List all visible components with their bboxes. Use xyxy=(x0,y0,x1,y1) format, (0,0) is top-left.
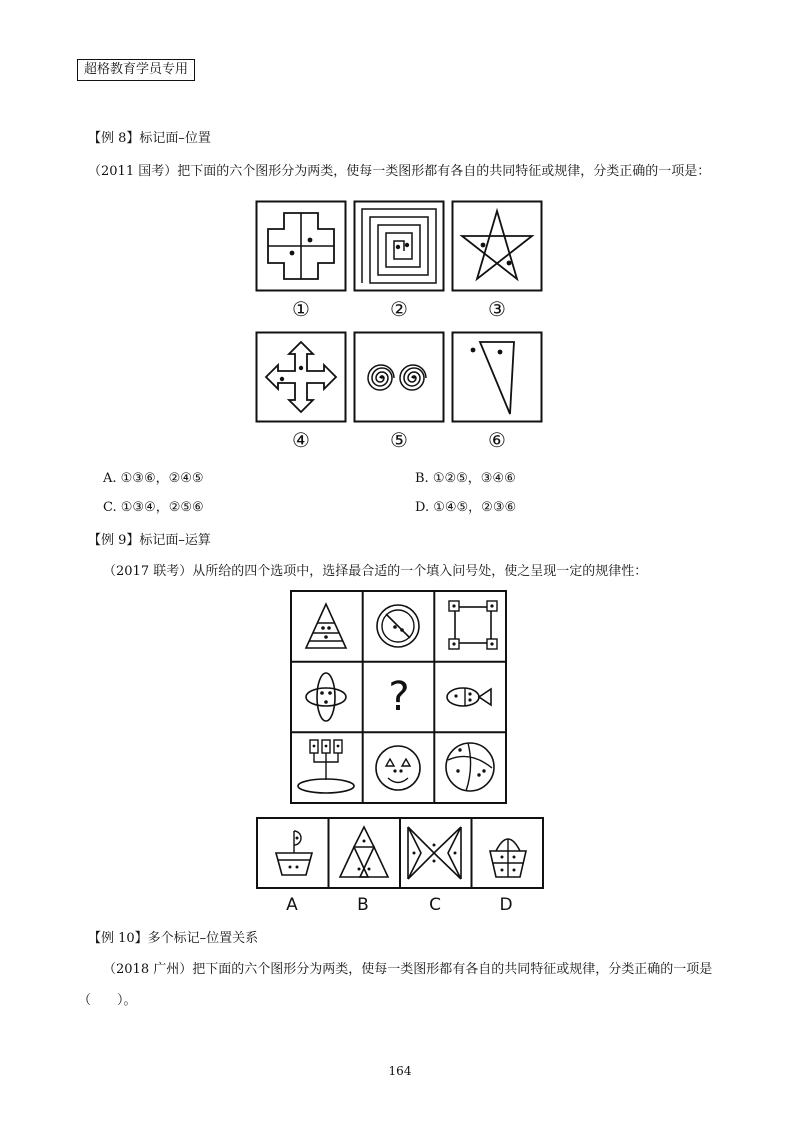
choice-c-figure[interactable] xyxy=(408,827,461,879)
figure-2-label: ② xyxy=(390,297,408,321)
example-10-question: （2018 广州）把下面的六个图形分为两类，使每一类图形都有各自的共同特征或规律，分类正确的一项是 xyxy=(103,962,713,977)
figure-1-label: ① xyxy=(292,297,310,321)
choice-d-label[interactable]: D xyxy=(499,895,513,915)
figure-5-double-spiral xyxy=(354,332,444,422)
figure-4-label: ④ xyxy=(292,428,310,452)
option-a[interactable]: A. ①③⑥，②④⑤ xyxy=(103,471,204,486)
example-10-title: 【例 10】多个标记–位置关系 xyxy=(88,931,259,946)
page-number: 164 xyxy=(388,1064,412,1078)
figure-6-label: ⑥ xyxy=(488,428,506,452)
cell-square-corners xyxy=(449,601,497,649)
figure-4-arrows xyxy=(256,332,346,422)
cell-circle-slash xyxy=(377,605,419,647)
choice-d-figure[interactable] xyxy=(490,839,526,877)
brand-label: 超格教育学员专用 xyxy=(77,59,195,81)
example-10-blank: （ ）。 xyxy=(78,993,137,1008)
cell-pyramid xyxy=(306,604,346,648)
example-8-question: （2011 国考）把下面的六个图形分为两类，使每一类图形都有各自的共同特征或规律，分类正确的一项是： xyxy=(88,164,711,179)
cell-crossed-ellipses xyxy=(306,673,346,721)
example-9-title: 【例 9】标记面–运算 xyxy=(88,533,211,548)
example-9-question: （2017 联考）从所给的四个选项中，选择最合适的一个填入问号处，使之呈现一定的规律性： xyxy=(103,564,648,579)
question-mark: ? xyxy=(388,674,410,720)
cell-fish xyxy=(447,688,491,706)
cell-candelabra xyxy=(298,740,354,793)
choice-b-label[interactable]: B xyxy=(357,895,369,915)
choice-a-figure[interactable] xyxy=(276,831,312,875)
figure-2-spiral-square xyxy=(354,201,444,291)
choice-b-figure[interactable] xyxy=(340,827,388,877)
figure-5-label: ⑤ xyxy=(390,428,408,452)
choice-a-label[interactable]: A xyxy=(286,895,298,915)
figure-1-cross xyxy=(256,201,346,291)
choice-c-label[interactable]: C xyxy=(429,895,441,915)
option-c[interactable]: C. ①③④，②⑤⑥ xyxy=(103,500,204,515)
option-d[interactable]: D. ①④⑤，②③⑥ xyxy=(415,500,517,515)
figure-3-label: ③ xyxy=(488,297,506,321)
cell-segmented-circle xyxy=(446,743,494,791)
cell-face xyxy=(376,746,420,790)
figure-3-star xyxy=(452,201,542,291)
option-b[interactable]: B. ①②⑤，③④⑥ xyxy=(415,471,516,486)
example-8-title: 【例 8】标记面–位置 xyxy=(88,131,211,146)
figure-6-triangle xyxy=(452,332,542,422)
answer-choices xyxy=(256,817,544,889)
